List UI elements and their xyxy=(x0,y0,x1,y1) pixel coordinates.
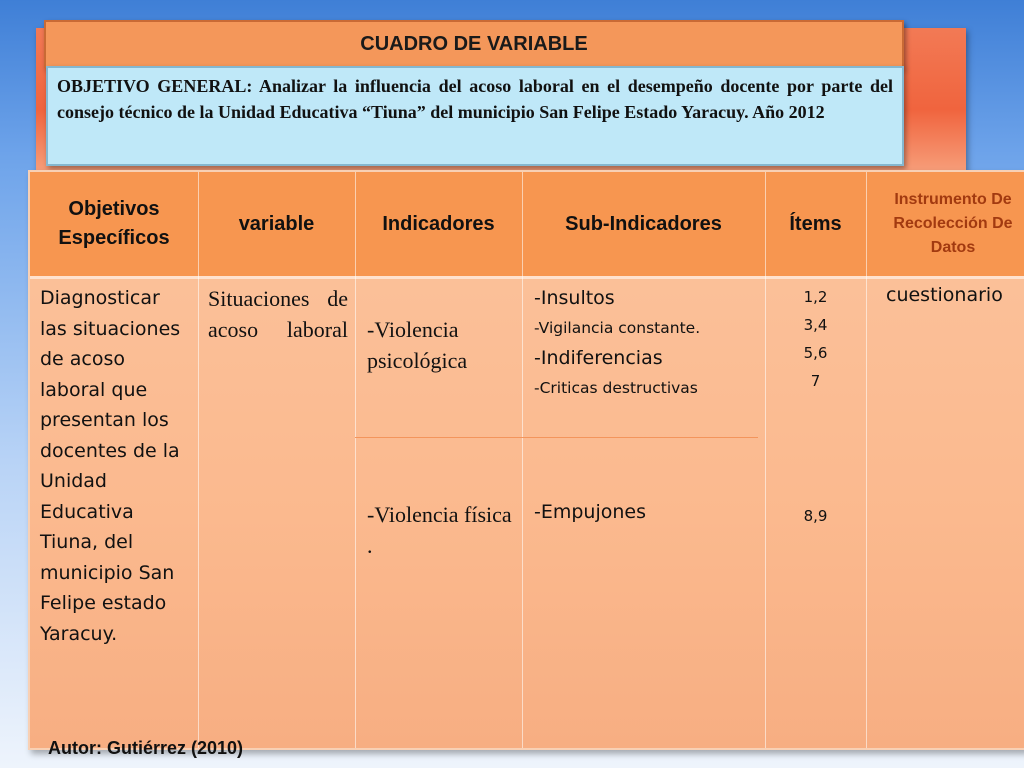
indicador-fisica-cell: -Violencia física . xyxy=(367,502,512,558)
column-divider xyxy=(866,172,867,748)
indicador-psicologica-cell: -Violencia psicológica xyxy=(367,317,468,373)
title-text: CUADRO DE VARIABLE xyxy=(360,32,588,55)
variable-cell: Situaciones de acoso laboral xyxy=(208,286,348,342)
item-number: 5,6 xyxy=(803,344,828,362)
item-number: 1,2 xyxy=(803,288,828,306)
objective-general-box: OBJETIVO GENERAL: Analizar la influencia del acoso laboral en el desempeño docente por parte del consejo técnico de la Unidad Educativa “Tiuna” del municipio San Felipe Estado Yaracuy. Año 2012 xyxy=(46,66,904,166)
sub-indicador-item: -Insultos xyxy=(534,287,615,309)
row-divider xyxy=(355,437,758,438)
header-instrumento: Instrumento De Recolección De Datos xyxy=(893,191,1013,256)
variable-table xyxy=(28,170,1024,750)
header-items: Ítems xyxy=(789,212,842,235)
author-credit: Autor: Gutiérrez (2010) xyxy=(48,738,244,758)
item-number: 3,4 xyxy=(803,316,828,334)
header-variable: variable xyxy=(238,212,315,235)
objetivo-especifico-cell: Diagnosticar las situaciones de acoso laboral que presentan los docentes de la Unidad Educativa Tiuna, del municipio San Felipe estado Yaracuy. xyxy=(40,287,181,645)
header-sub-indicadores: Sub-Indicadores xyxy=(565,212,722,235)
sub-indicador-item: -Indiferencias xyxy=(534,347,663,369)
header-objetivos: Objetivos Específicos xyxy=(58,198,170,249)
sub-indicador-fisica-cell: -Empujones xyxy=(534,501,647,523)
page-title xyxy=(44,20,904,68)
header-indicadores: Indicadores xyxy=(382,212,495,235)
item-number: 7 xyxy=(810,372,821,390)
sub-indicador-item: -Vigilancia constante. xyxy=(534,319,701,337)
sub-indicadores-psicologica-cell xyxy=(534,283,762,403)
items-psicologica-cell xyxy=(765,283,866,395)
items-fisica-cell: 8,9 xyxy=(803,507,828,525)
instrumento-cell: cuestionario xyxy=(886,284,1003,306)
sub-indicador-item: -Criticas destructivas xyxy=(534,379,698,397)
